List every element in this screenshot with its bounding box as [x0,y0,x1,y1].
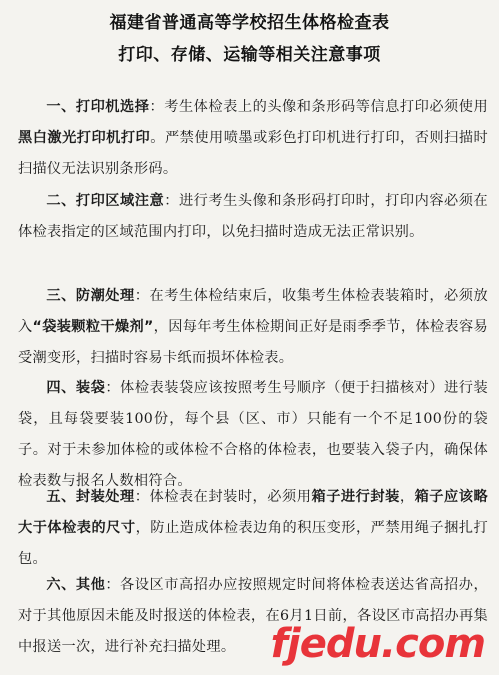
section-text: ：体检表装袋应该按照考生号顺序（便于扫描核对）进行装袋，且每袋要装100份，每个县（区、市）只能有一个不足100份的袋子。对于未参加体检的或体检不合格的体检表，也要装入袋子内，确保体检表数与报名人数相符合。 [18,380,488,489]
watermark-text: fjedu.com [270,621,485,667]
section-heading: 六、其他 [46,577,106,593]
section-heading: 二、打印区域注意 [46,193,165,209]
document-title: 福建省普通高等学校招生体格检查表 [109,13,390,33]
document-subtitle: 打印、存储、运输等相关注意事项 [118,45,381,65]
section-emphasis: “袋装颗粒干燥剂” [32,319,154,335]
section-text: ， [399,489,415,505]
section-moisture-proof [18,281,488,374]
section-text: 。严禁使用喷墨或彩色打印机进行打印，否则扫描时扫描仪无法识别条形码。 [18,130,488,177]
section-emphasis: 箱子应该略大于体检表的尺寸 [18,489,488,536]
section-heading: 五、封装处理 [46,489,135,505]
section-heading: 四、装袋 [46,380,106,396]
section-text: ：考生体检表上的头像和条形码等信息打印必须使用 [149,99,489,115]
section-text: ，防止造成体检表边角的积压变形，严禁用绳子捆扎打包。 [18,520,489,567]
section-text: ，因每年考生体检期间正好是雨季季节，体检表容易受潮变形，扫描时容易卡纸而损坏体检表。 [18,319,488,366]
section-emphasis: 箱子进行封装 [311,489,400,505]
section-printer-choice [18,92,488,185]
section-heading: 一、打印机选择 [46,99,150,115]
section-heading: 三、防潮处理 [46,288,135,304]
section-packaging [18,482,488,575]
site-watermark-logo [271,621,485,667]
section-text: ：在考生体检结束后，收集考生体检表装箱时，必须放入 [18,288,488,335]
section-bagging [18,373,488,497]
section-text: ：各设区市高招办应按照规定时间将体检表送达省高招办，对于其他原因未能及时报送的体检表，在6月1日前，各设区市高招办再集中报送一次，进行补充扫描处理。 [18,577,488,655]
section-print-area [18,186,488,248]
section-text: ：进行考生头像和条形码打印时，打印内容必须在体检表指定的区域范围内打印，以免扫描时造成无法正常识别。 [18,193,488,240]
section-emphasis: 黑白激光打印机打印 [18,130,151,146]
section-text: ：体检表在封装时，必须用 [134,489,312,505]
